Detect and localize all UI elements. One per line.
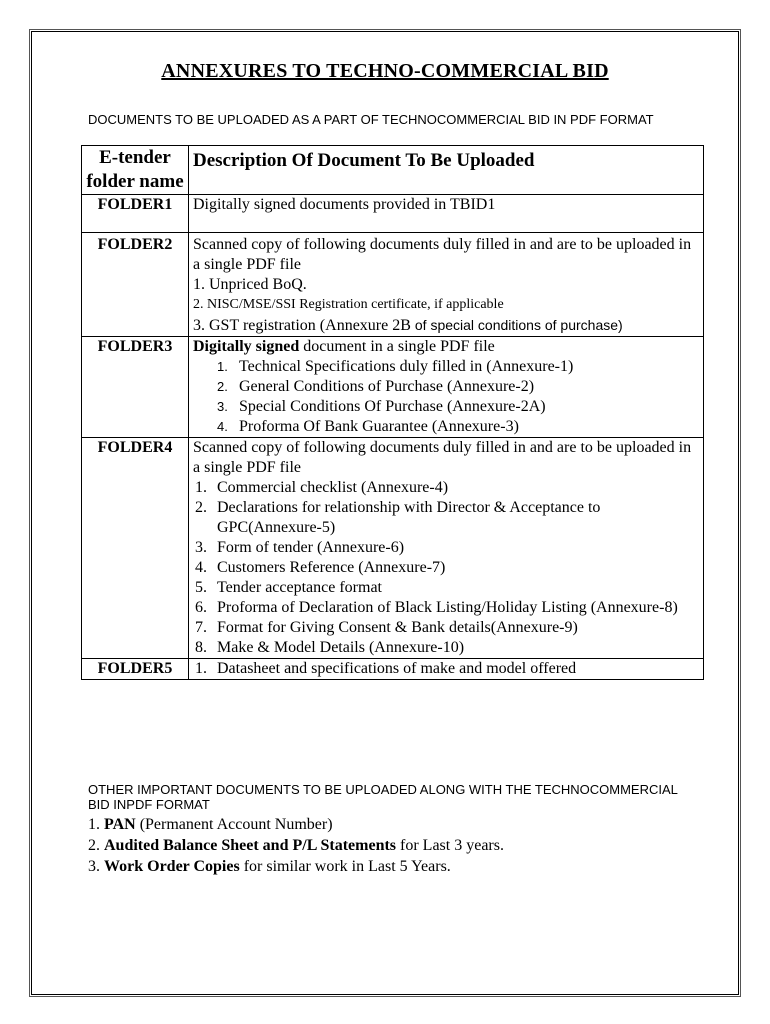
item-text: Special Conditions Of Purchase (Annexure-2A) bbox=[239, 398, 546, 415]
list-item bbox=[193, 638, 699, 658]
item-number: 1. bbox=[88, 816, 100, 833]
folder-description: Digitally signed documents provided in TBID1 bbox=[189, 195, 704, 233]
item-number: 6. bbox=[195, 599, 207, 616]
item-number: 3. bbox=[195, 539, 207, 556]
item-text: General Conditions of Purchase (Annexure-2) bbox=[239, 378, 535, 395]
item-number: 5. bbox=[195, 579, 207, 596]
documents-table bbox=[81, 145, 704, 680]
table-row bbox=[82, 438, 704, 659]
item-number: 4. bbox=[217, 419, 228, 434]
folder-name: FOLDER2 bbox=[82, 233, 189, 337]
item-text: Proforma Of Bank Guarantee (Annexure-3) bbox=[239, 418, 519, 435]
item-text: for similar work in Last 5 Years. bbox=[239, 858, 451, 875]
item-number: 3. bbox=[88, 858, 100, 875]
other-documents-list bbox=[88, 814, 504, 877]
item-text: Datasheet and specifications of make and model offered bbox=[217, 660, 577, 677]
list-item bbox=[193, 558, 699, 578]
list-item bbox=[193, 417, 699, 437]
folder-name: FOLDER3 bbox=[82, 337, 189, 438]
list-item bbox=[88, 856, 504, 877]
header-folder-name: E-tender folder name bbox=[82, 146, 189, 195]
item-text: (Permanent Account Number) bbox=[135, 816, 333, 833]
item-text: Make & Model Details (Annexure-10) bbox=[217, 639, 465, 656]
folder-description-text: Scanned copy of following documents duly filled in and are to be uploaded in a single PDF file bbox=[193, 236, 692, 273]
item-text: Format for Giving Consent & Bank details(Annexure-9) bbox=[217, 619, 578, 636]
intro-text: DOCUMENTS TO BE UPLOADED AS A PART OF TECHNOCOMMERCIAL BID IN PDF FORMAT bbox=[88, 112, 654, 127]
folder-description bbox=[189, 233, 704, 337]
folder-description bbox=[189, 337, 704, 438]
table-row bbox=[82, 337, 704, 438]
item-number: 2. bbox=[195, 499, 207, 516]
other-documents-heading: OTHER IMPORTANT DOCUMENTS TO BE UPLOADED ALONG WITH THE TECHNOCOMMERCIAL BID INPDF FORMAT bbox=[88, 782, 678, 812]
item-text: for Last 3 years. bbox=[396, 837, 504, 854]
folder-description bbox=[189, 659, 704, 680]
item-number: 1. bbox=[217, 359, 228, 374]
list-item: 1. Unpriced BoQ. bbox=[193, 276, 307, 293]
item-number: 1. bbox=[195, 660, 207, 677]
list-item: 2. NISC/MSE/SSI Registration certificate, if applicable bbox=[193, 297, 504, 312]
item-text: Form of tender (Annexure-6) bbox=[217, 539, 405, 556]
item-number: 1. bbox=[195, 479, 207, 496]
item-text: Technical Specifications duly filled in (Annexure-1) bbox=[239, 358, 574, 375]
list-item bbox=[193, 377, 699, 397]
bold-text: Audited Balance Sheet and P/L Statements bbox=[104, 837, 397, 854]
list-item bbox=[193, 618, 699, 638]
table-row bbox=[82, 233, 704, 337]
item-number: 4. bbox=[195, 559, 207, 576]
bold-text: PAN bbox=[104, 816, 136, 833]
item-text: Proforma of Declaration of Black Listing/Holiday Listing (Annexure-8) bbox=[217, 599, 678, 616]
list-item bbox=[88, 814, 504, 835]
table-row bbox=[82, 659, 704, 680]
item-number: 7. bbox=[195, 619, 207, 636]
list-item bbox=[193, 397, 699, 417]
folder-description-text bbox=[193, 337, 699, 357]
list-item bbox=[193, 357, 699, 377]
header-description: Description Of Document To Be Uploaded bbox=[189, 146, 704, 195]
folder-description bbox=[189, 438, 704, 659]
list-item bbox=[193, 578, 699, 598]
list-item-text-cont: of special conditions of purchase) bbox=[414, 317, 623, 333]
folder3-list bbox=[193, 357, 699, 437]
list-item bbox=[88, 835, 504, 856]
list-item-text: 3. GST registration (Annexure 2B bbox=[193, 317, 411, 334]
folder-name: FOLDER5 bbox=[82, 659, 189, 680]
list-item bbox=[193, 659, 699, 679]
table-row bbox=[82, 195, 704, 233]
folder5-list bbox=[193, 659, 699, 679]
item-text: Commercial checklist (Annexure-4) bbox=[217, 479, 449, 496]
item-number: 2. bbox=[217, 379, 228, 394]
bold-text: Digitally signed bbox=[193, 338, 300, 355]
item-text: Customers Reference (Annexure-7) bbox=[217, 559, 446, 576]
list-item bbox=[193, 315, 699, 336]
folder-name: FOLDER1 bbox=[82, 195, 189, 233]
list-item bbox=[193, 478, 699, 498]
folder-name: FOLDER4 bbox=[82, 438, 189, 659]
table-header-row bbox=[82, 146, 704, 195]
bold-text: Work Order Copies bbox=[104, 858, 240, 875]
list-item bbox=[193, 538, 699, 558]
page-title: ANNEXURES TO TECHNO-COMMERCIAL BID bbox=[161, 60, 609, 82]
item-text: Declarations for relationship with Director & Acceptance to GPC(Annexure-5) bbox=[217, 499, 601, 536]
list-item bbox=[193, 598, 699, 618]
item-number: 2. bbox=[88, 837, 100, 854]
item-text: Tender acceptance format bbox=[217, 579, 382, 596]
folder4-list bbox=[193, 478, 699, 658]
item-number: 3. bbox=[217, 399, 228, 414]
desc-text: document in a single PDF file bbox=[299, 338, 495, 355]
list-item bbox=[193, 498, 699, 538]
item-number: 8. bbox=[195, 639, 207, 656]
folder-description-text: Scanned copy of following documents duly filled in and are to be uploaded in a single PDF file bbox=[193, 439, 692, 476]
